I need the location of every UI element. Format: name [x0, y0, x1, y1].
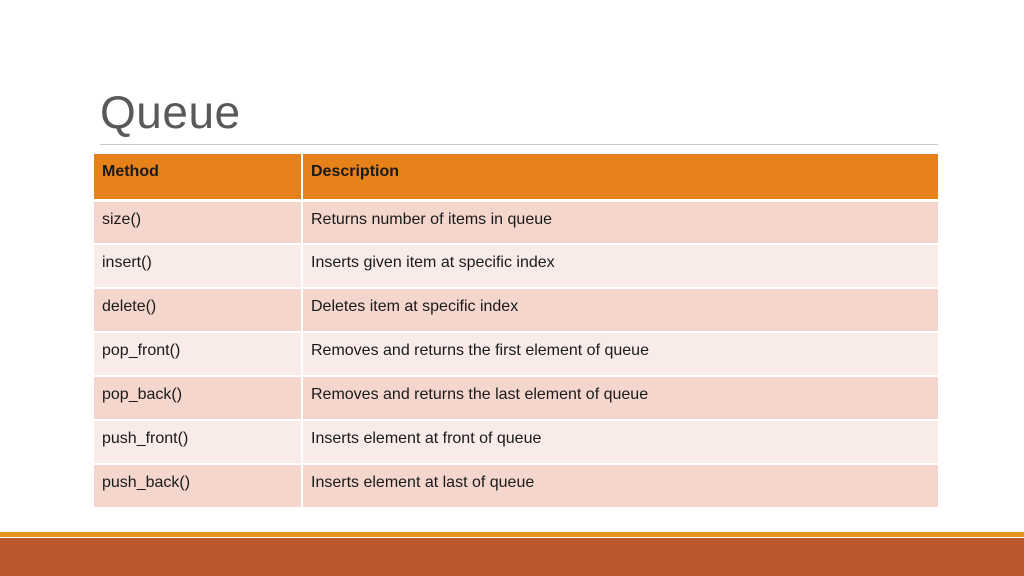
description-cell: Inserts given item at specific index: [302, 244, 939, 288]
description-cell: Deletes item at specific index: [302, 288, 939, 332]
header-method: Method: [93, 154, 302, 200]
table-row: [93, 288, 939, 332]
method-cell: push_front(): [93, 420, 302, 464]
table-header-row: [93, 154, 939, 200]
slide-title: Queue: [100, 86, 241, 138]
description-cell: Inserts element at front of queue: [302, 420, 939, 464]
methods-table: [92, 154, 940, 509]
method-cell: size(): [93, 200, 302, 244]
table-row: [93, 464, 939, 508]
header-description: Description: [302, 154, 939, 200]
description-cell: Inserts element at last of queue: [302, 464, 939, 508]
description-cell: Removes and returns the last element of queue: [302, 376, 939, 420]
footer-accent-line: [0, 532, 1024, 537]
table-row: [93, 376, 939, 420]
method-cell: insert(): [93, 244, 302, 288]
method-cell: delete(): [93, 288, 302, 332]
method-cell: pop_front(): [93, 332, 302, 376]
description-cell: Removes and returns the first element of queue: [302, 332, 939, 376]
footer-band: [0, 538, 1024, 576]
table-row: [93, 420, 939, 464]
table-row: [93, 200, 939, 244]
description-cell: Returns number of items in queue: [302, 200, 939, 244]
title-divider: [100, 144, 938, 145]
table-row: [93, 244, 939, 288]
table-row: [93, 332, 939, 376]
method-cell: pop_back(): [93, 376, 302, 420]
method-cell: push_back(): [93, 464, 302, 508]
